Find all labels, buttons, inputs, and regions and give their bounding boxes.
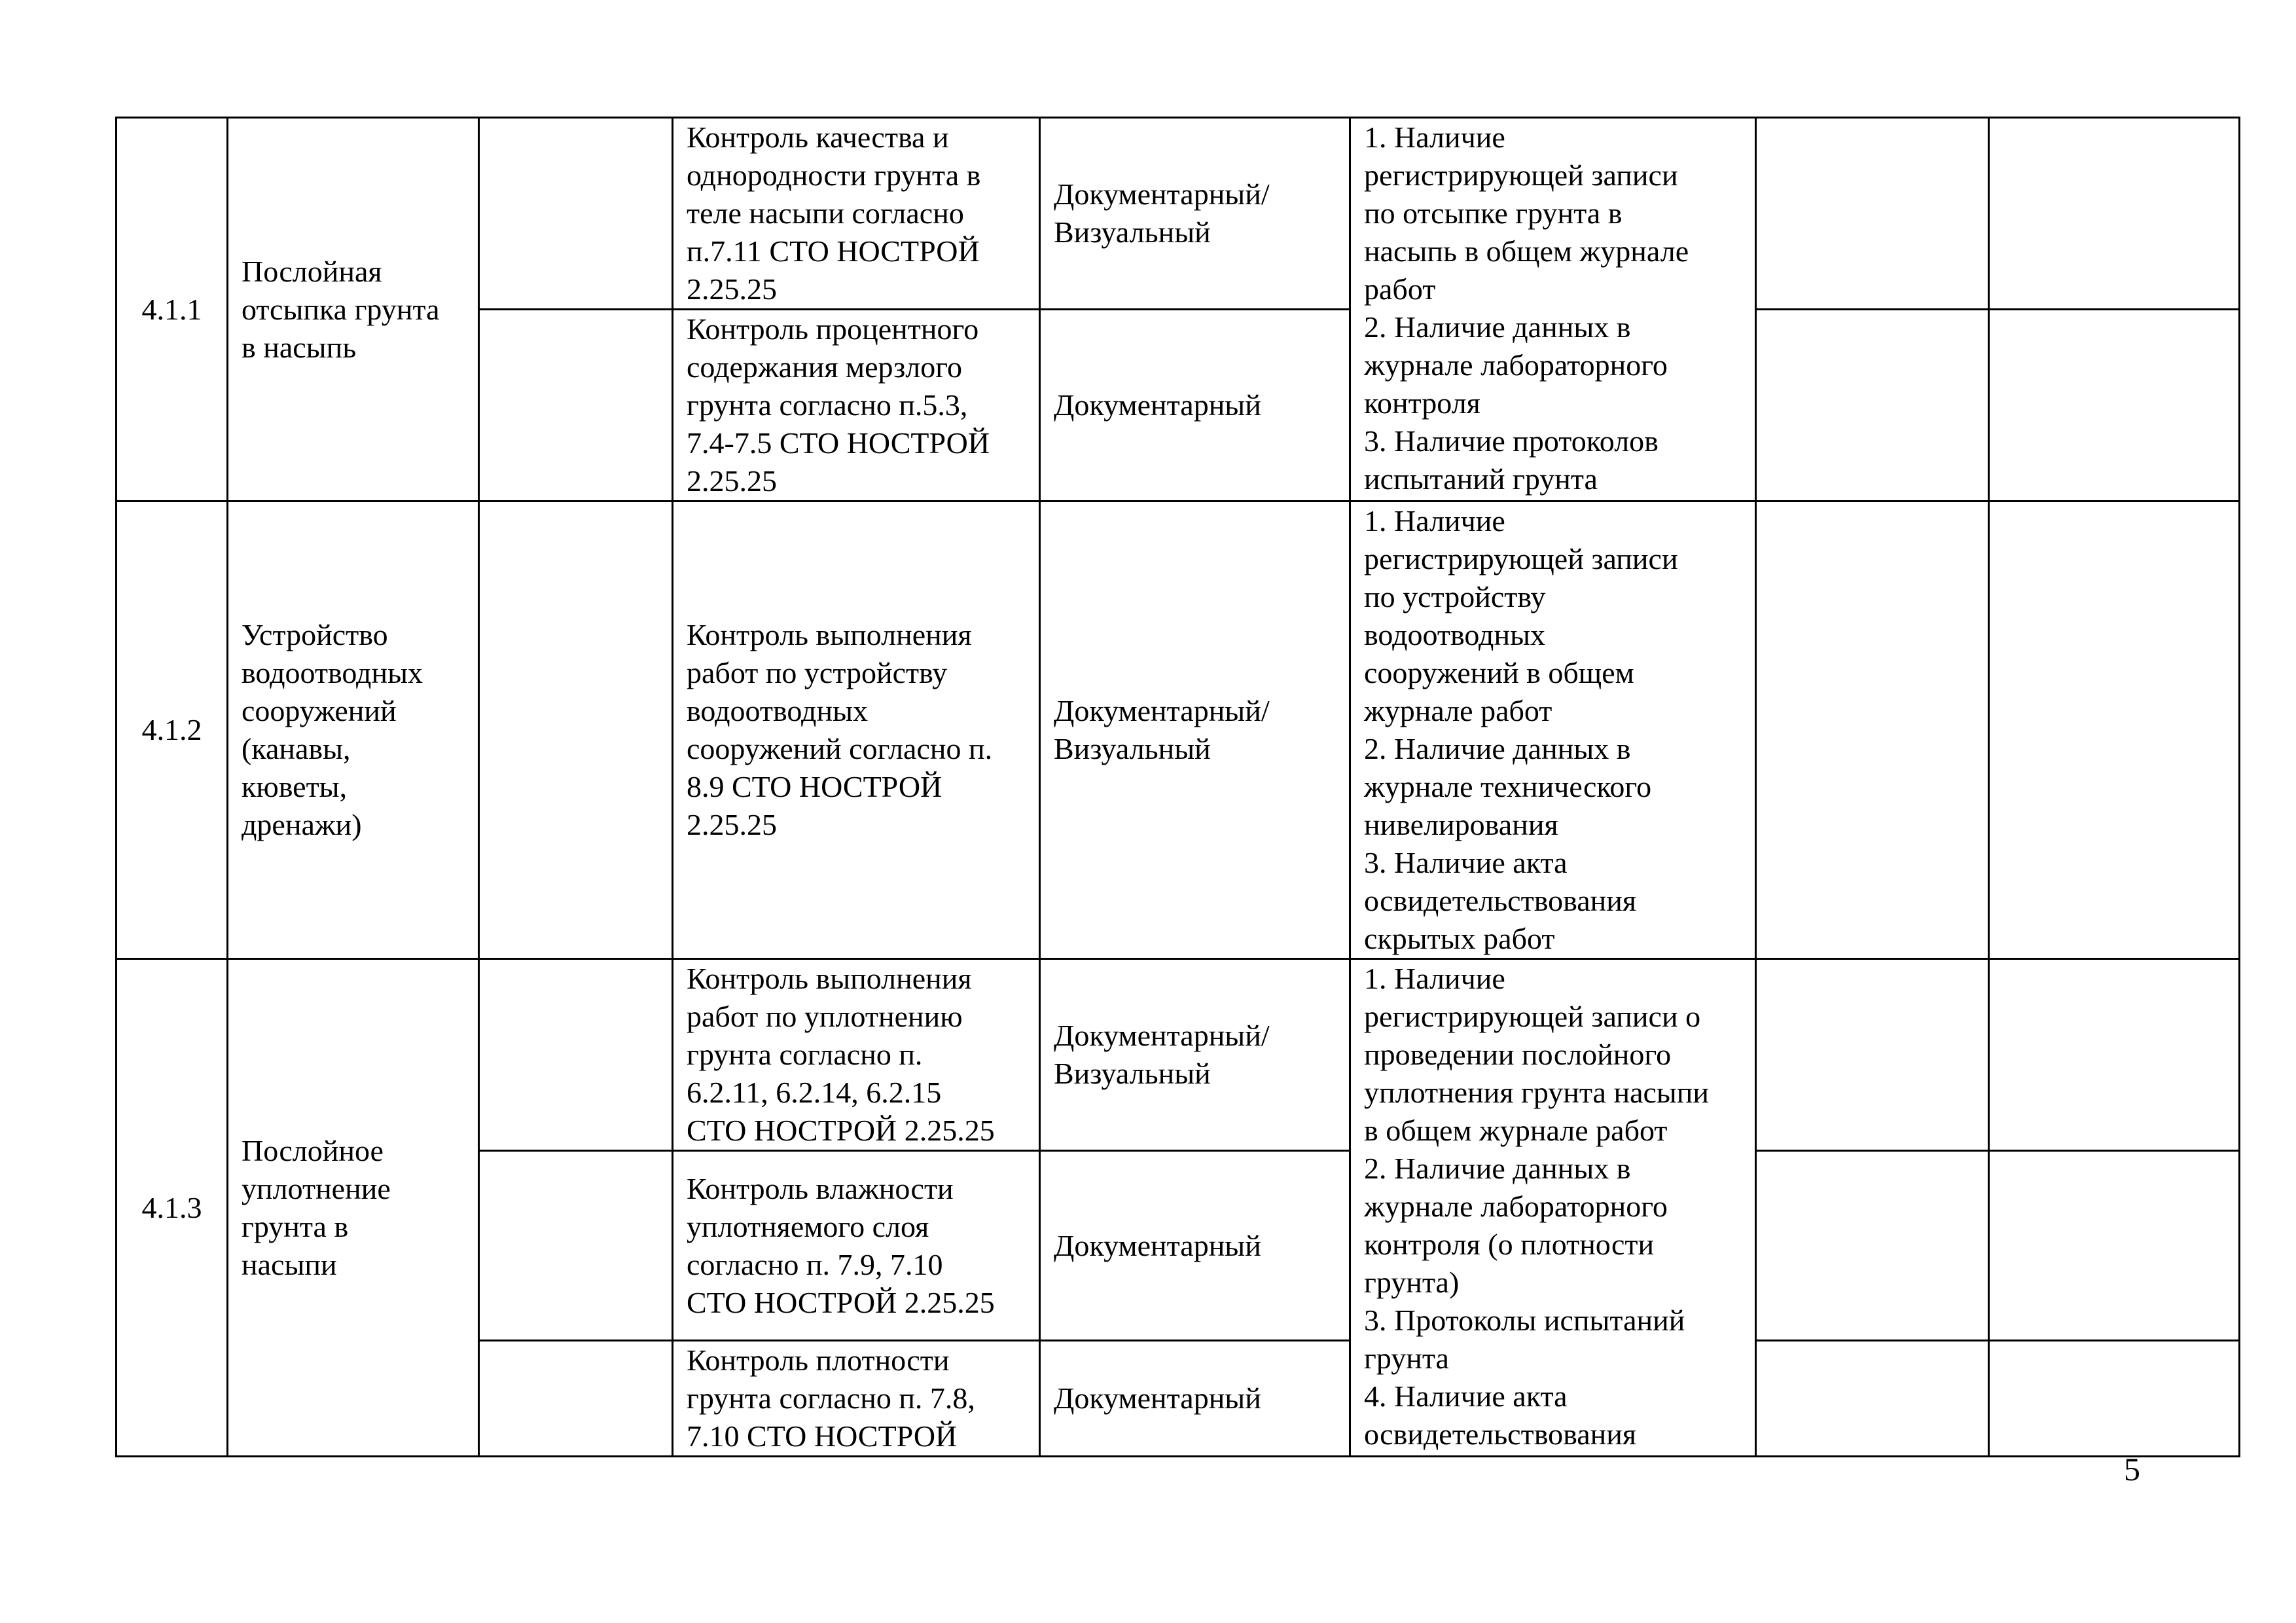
empty-cell	[479, 959, 673, 1151]
empty-cell	[479, 501, 673, 959]
control-object: Контроль процентного содержания мерзлого грунта согласно п.5.3, 7.4-7.5 СТО НОСТРОЙ 2.25.25	[673, 310, 1040, 501]
control-object: Контроль выполнения работ по устройству водоотводных сооружений согласно п. 8.9 СТО НОСТРОЙ 2.25.25	[673, 501, 1040, 959]
empty-cell	[479, 1151, 673, 1341]
section-name: Послойная отсыпка грунта в насыпь	[228, 118, 479, 501]
required-documents: 1. Наличие регистрирующей записи по отсыпке грунта в насыпь в общем журнале работ 2. Наличие данных в журнале лабораторного контроля 3. Наличие протоколов испытаний грунта	[1350, 118, 1756, 501]
control-object: Контроль влажности уплотняемого слоя согласно п. 7.9, 7.10 СТО НОСТРОЙ 2.25.25	[673, 1151, 1040, 1341]
required-documents: 1. Наличие регистрирующей записи по устройству водоотводных сооружений в общем журнале работ 2. Наличие данных в журнале технического нивелирования 3. Наличие акта освидетельствования скрытых работ	[1350, 501, 1756, 959]
empty-cell	[479, 1341, 673, 1457]
required-documents: 1. Наличие регистрирующей записи о проведении послойного уплотнения грунта насыпи в общем журнале работ 2. Наличие данных в журнале лабораторного контроля (о плотности грунта) 3. Протоколы испытаний грунта 4. Наличие акта освидетельствования	[1350, 959, 1756, 1457]
empty-cell	[1989, 310, 2240, 501]
section-number: 4.1.2	[117, 501, 228, 959]
page-number: 5	[2124, 1451, 2140, 1487]
control-object: Контроль качества и однородности грунта в теле насыпи согласно п.7.11 СТО НОСТРОЙ 2.25.25	[673, 118, 1040, 310]
section-number: 4.1.1	[117, 118, 228, 501]
empty-cell	[479, 118, 673, 310]
empty-cell	[1989, 1341, 2240, 1457]
section-number: 4.1.3	[117, 959, 228, 1457]
empty-cell	[479, 310, 673, 501]
control-object: Контроль выполнения работ по уплотнению грунта согласно п. 6.2.11, 6.2.14, 6.2.15 СТО НОСТРОЙ 2.25.25	[673, 959, 1040, 1151]
control-object: Контроль плотности грунта согласно п. 7.8, 7.10 СТО НОСТРОЙ	[673, 1341, 1040, 1457]
empty-cell	[1989, 501, 2240, 959]
control-method: Документарный	[1040, 310, 1350, 501]
section-name: Устройство водоотводных сооружений (канавы, кюветы, дренажи)	[228, 501, 479, 959]
empty-cell	[1756, 118, 1989, 310]
control-method: Документарный/ Визуальный	[1040, 118, 1350, 310]
empty-cell	[1989, 118, 2240, 310]
control-method: Документарный	[1040, 1151, 1350, 1341]
empty-cell	[1756, 1151, 1989, 1341]
empty-cell	[1989, 959, 2240, 1151]
table-row	[117, 959, 2240, 1151]
control-method: Документарный/ Визуальный	[1040, 959, 1350, 1151]
empty-cell	[1989, 1151, 2240, 1341]
control-method: Документарный/ Визуальный	[1040, 501, 1350, 959]
table-row	[117, 118, 2240, 310]
control-method: Документарный	[1040, 1341, 1350, 1457]
section-name: Послойное уплотнение грунта в насыпи	[228, 959, 479, 1457]
control-table	[115, 117, 2240, 1457]
empty-cell	[1756, 1341, 1989, 1457]
empty-cell	[1756, 501, 1989, 959]
empty-cell	[1756, 310, 1989, 501]
empty-cell	[1756, 959, 1989, 1151]
table-row	[117, 501, 2240, 959]
